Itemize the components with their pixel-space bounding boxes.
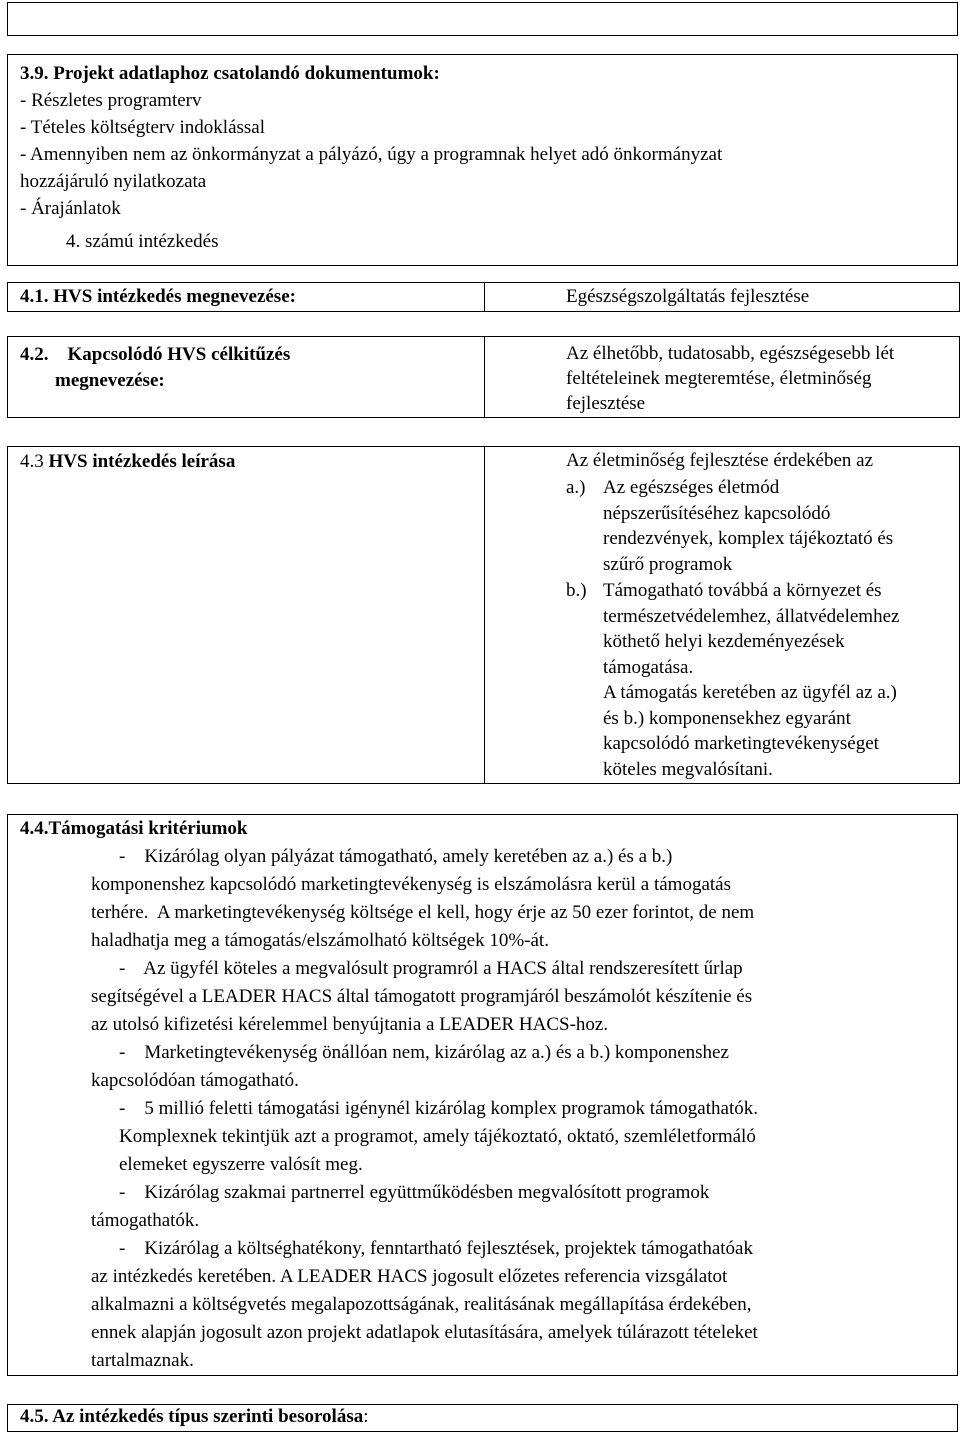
s43-a-line: népszerűsítéséhez kapcsolódó bbox=[603, 502, 831, 524]
s45-colon: : bbox=[363, 1406, 369, 1427]
s42-value bbox=[566, 341, 894, 416]
s44-continuation-line: kapcsolódóan támogatható. bbox=[91, 1070, 299, 1091]
s45-heading-text: 4.5. Az intézkedés típus szerinti besorolása bbox=[20, 1406, 364, 1427]
s44-continuation-line: elemeket egyszerre valósít meg. bbox=[119, 1154, 363, 1175]
s44-continuation-line: alkalmazni a költségvetés megalapozottságának, realitásának megállapítása érdekében, bbox=[91, 1294, 752, 1315]
section-3-9-line: - Részletes programterv bbox=[20, 90, 202, 111]
s43-b-line: és b.) komponensekhez egyaránt bbox=[603, 707, 851, 729]
s43-a-marker: a.) bbox=[566, 477, 586, 498]
s43-b-line: köthető helyi kezdeményezések bbox=[603, 631, 845, 652]
s44-continuation-line: komponenshez kapcsolódó marketingtevékenység is elszámolásra kerül a támogatás bbox=[91, 874, 731, 895]
s44-bullet-line: - Marketingtevékenység önállóan nem, kizárólag az a.) és a b.) komponenshez bbox=[119, 1042, 729, 1063]
s41-value: Egészségszolgáltatás fejlesztése bbox=[566, 286, 810, 307]
s44-bullet-line: - 5 millió feletti támogatási igénynél kizárólag komplex programok támogathatók. bbox=[119, 1098, 758, 1119]
s43-b-line: természetvédelemhez, állatvédelemhez bbox=[603, 605, 900, 627]
s45-heading bbox=[20, 1403, 369, 1430]
s43-b-marker: b.) bbox=[566, 580, 587, 601]
s44-bullet-line: - Kizárólag a költséghatékony, fenntartható fejlesztések, projektek támogathatóak bbox=[119, 1238, 753, 1259]
s43-b-line: A támogatás keretében az ügyfél az a.) bbox=[603, 682, 897, 703]
s44-continuation-line: Komplexnek tekintjük azt a programot, amely tájékoztató, oktató, szemléletformáló bbox=[119, 1126, 756, 1147]
section-3-9-item4: 4. számú intézkedés bbox=[66, 231, 219, 252]
section-3-9-list bbox=[20, 87, 722, 222]
s43-intro: Az életminőség fejlesztése érdekében az bbox=[566, 450, 874, 471]
s42-value-line: fejlesztése bbox=[566, 393, 646, 414]
s44-bullet-line: - Kizárólag szakmai partnerrel együttműködésben megvalósított programok bbox=[119, 1182, 710, 1203]
section-3-9-line: - Tételes költségterv indoklással bbox=[20, 117, 266, 138]
s44-bullet-line: - Kizárólag olyan pályázat támogatható, amely keretében az a.) és a b.) bbox=[119, 846, 673, 867]
s42-label-line1: 4.2. Kapcsolódó HVS célkitűzés bbox=[20, 344, 291, 365]
s44-continuation-line: tartalmaznak. bbox=[91, 1350, 194, 1371]
s44-continuation-line: terhére. A marketingtevékenység költsége el kell, hogy érje az 50 ezer forintot, de nem bbox=[91, 902, 755, 923]
s42-value-line: Az élhetőbb, tudatosabb, egészségesebb lét bbox=[566, 343, 895, 364]
s43-b-line: támogatása. bbox=[603, 656, 694, 678]
s44-bullet-line: - Az ügyfél köteles a megvalósult programról a HACS által rendszeresített űrlap bbox=[119, 958, 743, 979]
s44-continuation-line: az intézkedés keretében. A LEADER HACS jogosult előzetes referencia vizsgálatot bbox=[91, 1266, 728, 1287]
s43-a-line: szűrő programok bbox=[603, 553, 733, 575]
s44-continuation-line: támogathatók. bbox=[91, 1210, 200, 1231]
s43-b-line: kapcsolódó marketingtevékenységet bbox=[603, 733, 879, 754]
section-3-9-line: - Amennyiben nem az önkormányzat a pályázó, úgy a programnak helyet adó önkormányzat bbox=[20, 144, 723, 165]
s44-continuation-line: az utolsó kifizetési kérelemmel benyújtania a LEADER HACS-hoz. bbox=[91, 1014, 609, 1035]
s42-value-line: feltételeinek megteremtése, életminőség bbox=[566, 368, 872, 389]
top-empty-cell bbox=[7, 2, 958, 36]
s43-b-line: Támogatható továbbá a környezet és bbox=[603, 580, 882, 601]
s44-heading: 4.4.Támogatási kritériumok bbox=[20, 818, 248, 839]
s41-label: 4.1. HVS intézkedés megnevezése: bbox=[20, 286, 296, 307]
s43-label bbox=[20, 448, 235, 475]
s43-label-num: 4.3 bbox=[20, 451, 44, 472]
s42-label-line2: megnevezése: bbox=[55, 370, 165, 391]
s44-continuation-line: haladhatja meg a támogatás/elszámolható költségek 10%-át. bbox=[91, 930, 549, 951]
section-3-9-line: hozzájáruló nyilatkozata bbox=[20, 171, 207, 192]
section-3-9-heading: 3.9. Projekt adatlaphoz csatolandó dokumentumok: bbox=[20, 63, 440, 84]
s43-b-line: köteles megvalósítani. bbox=[603, 758, 773, 780]
s44-continuation-line: ennek alapján jogosult azon projekt adatlapok elutasítására, amelyek túlárazott tételeket bbox=[91, 1322, 758, 1343]
section-3-9-line: - Árajánlatok bbox=[20, 198, 121, 219]
s43-a-text bbox=[603, 475, 893, 577]
s43-label-cell bbox=[7, 446, 485, 784]
s43-a-line: Az egészséges életmód bbox=[603, 477, 780, 498]
s43-label-text: HVS intézkedés leírása bbox=[48, 451, 236, 472]
s43-b-text bbox=[603, 578, 899, 782]
s44-continuation-line: segítségével a LEADER HACS által támogatott programjáról beszámolót készítenie és bbox=[91, 986, 753, 1007]
s43-a-line: rendezvények, komplex tájékoztató és bbox=[603, 528, 894, 549]
